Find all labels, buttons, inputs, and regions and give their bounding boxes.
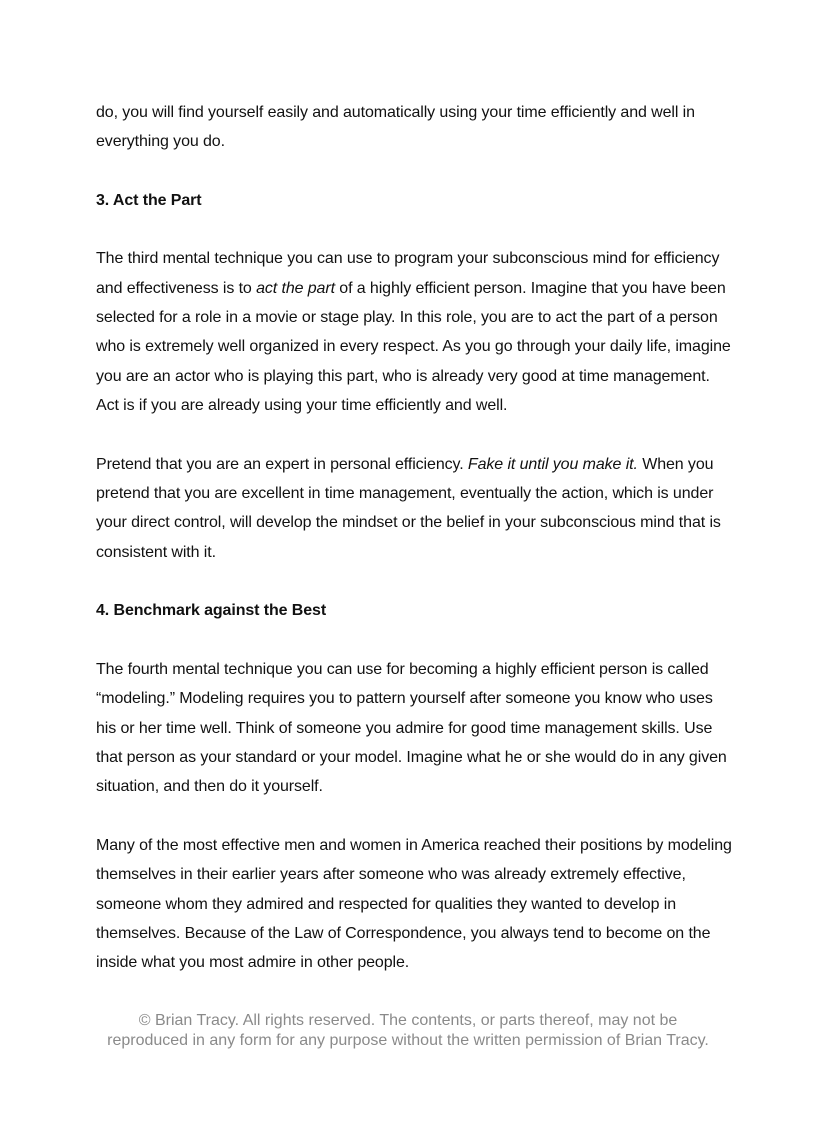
section-4-paragraph-1: The fourth mental technique you can use for becoming a highly efficient person is called “modeling.” Modeling requires you to pattern yourself after someone you know who uses his or her time well. Think of someone you admire for good time management skills. Use that person as your standard or your model. Imagine what he or she would do in any given situation, and then do it yourself. [96, 660, 727, 796]
section-3-paragraph-1-text-start: The third mental technique you can use to program your subconscious mind for efficiency and effectiveness is to [96, 250, 720, 297]
copyright-line-1: © Brian Tracy. All rights reserved. The contents, or parts thereof, may not be [138, 1012, 678, 1029]
section-3-paragraph-2-text-start: Pretend that you are an expert in personal efficiency. [96, 455, 468, 473]
section-3-paragraph-1 [96, 244, 736, 420]
copyright-line-2: reproduced in any form for any purpose without the written permission of Brian Tracy. [107, 1032, 709, 1049]
section-3-paragraph-1-emphasis: act the part [256, 279, 335, 297]
section-3-paragraph-2-emphasis: Fake it until you make it. [467, 455, 638, 473]
section-3-heading: 3. Act the Part [96, 191, 202, 209]
section-4-paragraph-2: Many of the most effective men and women in America reached their positions by modeling themselves in their earlier years after someone who was already extremely effective, someone whom they admired and respected for qualities they wanted to develop in themselves. Because of the Law of Correspondence, you always tend to become on the inside what you most admire in other people. [96, 836, 732, 972]
copyright-footer [0, 1011, 816, 1051]
section-3-paragraph-2-text-end: When you pretend that you are excellent in time management, eventually the action, which is under your direct control, will develop the mindset or the belief in your subconscious mind that is consistent with it. [96, 455, 721, 561]
section-4-heading: 4. Benchmark against the Best [96, 602, 327, 620]
section-3-paragraph-1-text-end: of a highly efficient person. Imagine that you have been selected for a role in a movie or stage play. In this role, you are to act the part of a person who is extremely well organized in every respect. As you go through your daily life, imagine you are an actor who is playing this part, who is already very good at time management. Act is if you are already using your time efficiently and well. [96, 279, 731, 415]
intro-paragraph: do, you will find yourself easily and automatically using your time efficiently and well in everything you do. [96, 104, 695, 151]
document-body [96, 98, 736, 978]
section-3-paragraph-2 [96, 450, 736, 568]
